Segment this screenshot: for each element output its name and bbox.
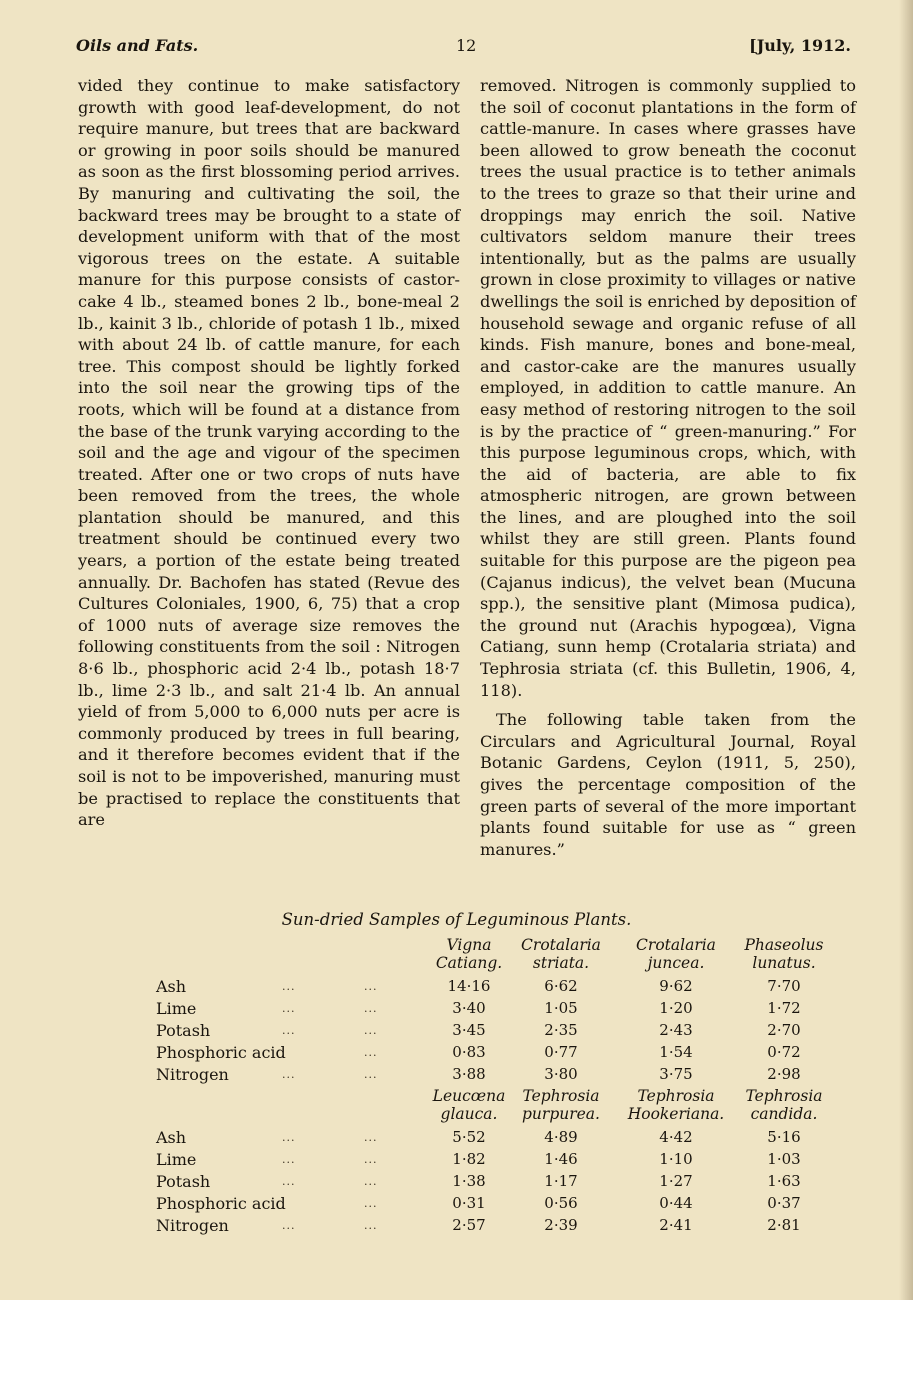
table-cell: 1·17 — [544, 1172, 578, 1190]
row-label: Phosphoric acid — [156, 1194, 286, 1213]
column-header-line: Tephrosia — [745, 1087, 823, 1105]
leader-dots: ... — [282, 1068, 296, 1081]
header-title: Oils and Fats. — [76, 36, 199, 55]
table-cell: 2·41 — [659, 1216, 693, 1234]
right-paragraph-1: removed. Nitrogen is commonly supplied to the soil of coconut plantations in the form of cattle-manure. In cases where grasses have been allowed to grow beneath the coconut trees the usual practice is to tether animals to the trees to graze so that their urine and droppings may enrich the soil. Native cultivators seldom manure their trees intentionally, but as the palms are usually grown in close proximity to villages or native dwellings the soil is enriched by deposition of household sewage and organic refuse of all kinds. Fish manure, bones and bone-meal, and castor-cake are the manures usually employed, in addition to cattle manure. An easy method of restoring nitrogen to the soil is by the practice of “ green-manuring.” For this purpose leguminous crops, which, with the aid of bacteria, are able to fix atmospheric nitrogen, are grown between the lines, and are ploughed into the soil whilst they are still green. Plants found suitable for this purpose are the pigeon pea (Cajanus indicus), the velvet bean (Mucuna spp.), the sensitive plant (Mimosa pudica), the ground nut (Arachis hypogœa), Vigna Catiang, sunn hemp (Crotalaria striata) and Tephrosia striata (cf. this Bulletin, 1906, 4, 118). — [480, 76, 856, 700]
row-label: Lime — [156, 1150, 197, 1169]
table-cell: 0·77 — [544, 1043, 578, 1061]
leader-dots: ... — [364, 1024, 378, 1037]
table-cell: 1·54 — [659, 1043, 693, 1061]
column-header-line: juncea. — [647, 954, 705, 972]
row-label: Ash — [156, 1128, 187, 1147]
table-cell: 1·46 — [544, 1150, 578, 1168]
left-paragraph: vided they continue to make satisfactory growth with good leaf-development, do not require manure, but trees that are backward or growing in poor soils should be manured as soon as the first blossoming period arrives. By manuring and cultivating the soil, the backward trees may be brought to a state of development uniform with that of the most vigorous trees on the estate. A suitable manure for this purpose consists of castor-cake 4 lb., steamed bones 2 lb., bone-meal 2 lb., kainit 3 lb., chloride of potash 1 lb., mixed with about 24 lb. of cattle manure, for each tree. This compost should be lightly forked into the soil near the growing tips of the roots, which will be found at a distance from the base of the trunk varying according to the soil and the age and vigour of the specimen treated. After one or two crops of nuts have been removed from the trees, the whole plantation should be manured, and this treatment should be continued every two years, a portion of the estate being treated annually. Dr. Bachofen has stated (Revue des Cultures Coloniales, 1900, 6, 75) that a crop of 1000 nuts of average size removes the following constituents from the soil : Nitrogen 8·6 lb., phosphoric acid 2·4 lb., potash 18·7 lb., lime 2·3 lb., and salt 21·4 lb. An annual yield of from 5,000 to 6,000 nuts per acre is commonly produced by trees in full bearing, and it therefore becomes evident that if the soil is not to be impoverished, manuring must be practised to replace the constituents that are — [78, 76, 460, 830]
leader-dots: ... — [282, 1153, 296, 1166]
row-label: Nitrogen — [156, 1065, 229, 1084]
table-cell: 4·42 — [659, 1128, 693, 1146]
page-number: 12 — [456, 36, 477, 55]
table-cell: 1·38 — [452, 1172, 486, 1190]
table-cell: 3·75 — [659, 1065, 693, 1083]
column-header-line: purpurea. — [522, 1105, 600, 1123]
table-cell: 2·98 — [767, 1065, 801, 1083]
leader-dots: ... — [364, 1131, 378, 1144]
column-header — [729, 936, 839, 972]
table-cell: 1·27 — [659, 1172, 693, 1190]
right-paragraph-2: The following table taken from the Circulars and Agricultural Journal, Royal Botanic Gardens, Ceylon (1911, 5, 250), gives the percentage composition of the green parts of several of the more important plants found suitable for use as “ green manures.” — [480, 710, 856, 859]
column-header-line: Phaseolus — [744, 936, 824, 954]
leader-dots: ... — [282, 1002, 296, 1015]
leader-dots: ... — [364, 1153, 378, 1166]
table-cell: 5·16 — [767, 1128, 801, 1146]
right-column — [480, 75, 856, 860]
table-cell: 0·37 — [767, 1194, 801, 1212]
column-header — [729, 1087, 839, 1123]
table-cell: 1·82 — [452, 1150, 486, 1168]
table-title: Sun-dried Samples of Leguminous Plants. — [281, 910, 632, 929]
page-edge-shadow — [899, 0, 913, 1300]
table-cell: 5·52 — [452, 1128, 486, 1146]
leader-dots: ... — [364, 1197, 378, 1210]
bottom-margin — [0, 1300, 913, 1390]
table-cell: 0·83 — [452, 1043, 486, 1061]
table-cell: 6·62 — [544, 977, 578, 995]
column-header-line: striata. — [532, 954, 590, 972]
column-header-line: Leucœna — [432, 1087, 506, 1105]
row-label: Ash — [156, 977, 187, 996]
column-header-line: Vigna — [446, 936, 492, 954]
leader-dots: ... — [364, 1002, 378, 1015]
leader-dots: ... — [282, 980, 296, 993]
table-cell: 0·72 — [767, 1043, 801, 1061]
leader-dots: ... — [282, 1024, 296, 1037]
running-header — [76, 36, 851, 60]
table-cell: 2·57 — [452, 1216, 486, 1234]
table-cell: 2·35 — [544, 1021, 578, 1039]
row-label: Nitrogen — [156, 1216, 229, 1235]
row-label: Lime — [156, 999, 197, 1018]
table-cell: 2·70 — [767, 1021, 801, 1039]
table-cell: 1·63 — [767, 1172, 801, 1190]
table-cell: 2·81 — [767, 1216, 801, 1234]
table-cell: 1·05 — [544, 999, 578, 1017]
table-cell: 3·80 — [544, 1065, 578, 1083]
column-header-line: Catiang. — [435, 954, 503, 972]
row-label: Potash — [156, 1021, 211, 1040]
table-cell: 1·10 — [659, 1150, 693, 1168]
column-header — [506, 1087, 616, 1123]
table-cell: 0·56 — [544, 1194, 578, 1212]
table-cell: 14·16 — [447, 977, 491, 995]
column-header-line: Tephrosia — [637, 1087, 715, 1105]
table-cell: 3·40 — [452, 999, 486, 1017]
table-cell: 4·89 — [544, 1128, 578, 1146]
column-header-line: Hookeriana. — [627, 1105, 725, 1123]
left-column — [78, 75, 460, 831]
table-cell: 1·03 — [767, 1150, 801, 1168]
leader-dots: ... — [282, 1131, 296, 1144]
column-header-line: candida. — [750, 1105, 818, 1123]
table-cell: 3·45 — [452, 1021, 486, 1039]
leader-dots: ... — [364, 1219, 378, 1232]
column-header-line: lunatus. — [752, 954, 816, 972]
column-header-line: glauca. — [440, 1105, 498, 1123]
leader-dots: ... — [364, 1068, 378, 1081]
column-header-line: Crotalaria — [636, 936, 716, 954]
table-cell: 3·88 — [452, 1065, 486, 1083]
leader-dots: ... — [364, 1175, 378, 1188]
leader-dots: ... — [364, 1046, 378, 1059]
row-label: Potash — [156, 1172, 211, 1191]
column-header — [621, 1087, 731, 1123]
column-header-line: Tephrosia — [522, 1087, 600, 1105]
table-cell: 0·31 — [452, 1194, 486, 1212]
table-cell: 1·20 — [659, 999, 693, 1017]
header-date: [July, 1912. — [749, 36, 851, 55]
table-cell: 7·70 — [767, 977, 801, 995]
column-header — [506, 936, 616, 972]
table-cell: 0·44 — [659, 1194, 693, 1212]
leader-dots: ... — [282, 1175, 296, 1188]
column-header-line: Crotalaria — [521, 936, 601, 954]
table-cell: 1·72 — [767, 999, 801, 1017]
table-cell: 9·62 — [659, 977, 693, 995]
leader-dots: ... — [364, 980, 378, 993]
table-cell: 2·43 — [659, 1021, 693, 1039]
table-cell: 2·39 — [544, 1216, 578, 1234]
leader-dots: ... — [282, 1219, 296, 1232]
row-label: Phosphoric acid — [156, 1043, 286, 1062]
column-header — [621, 936, 731, 972]
